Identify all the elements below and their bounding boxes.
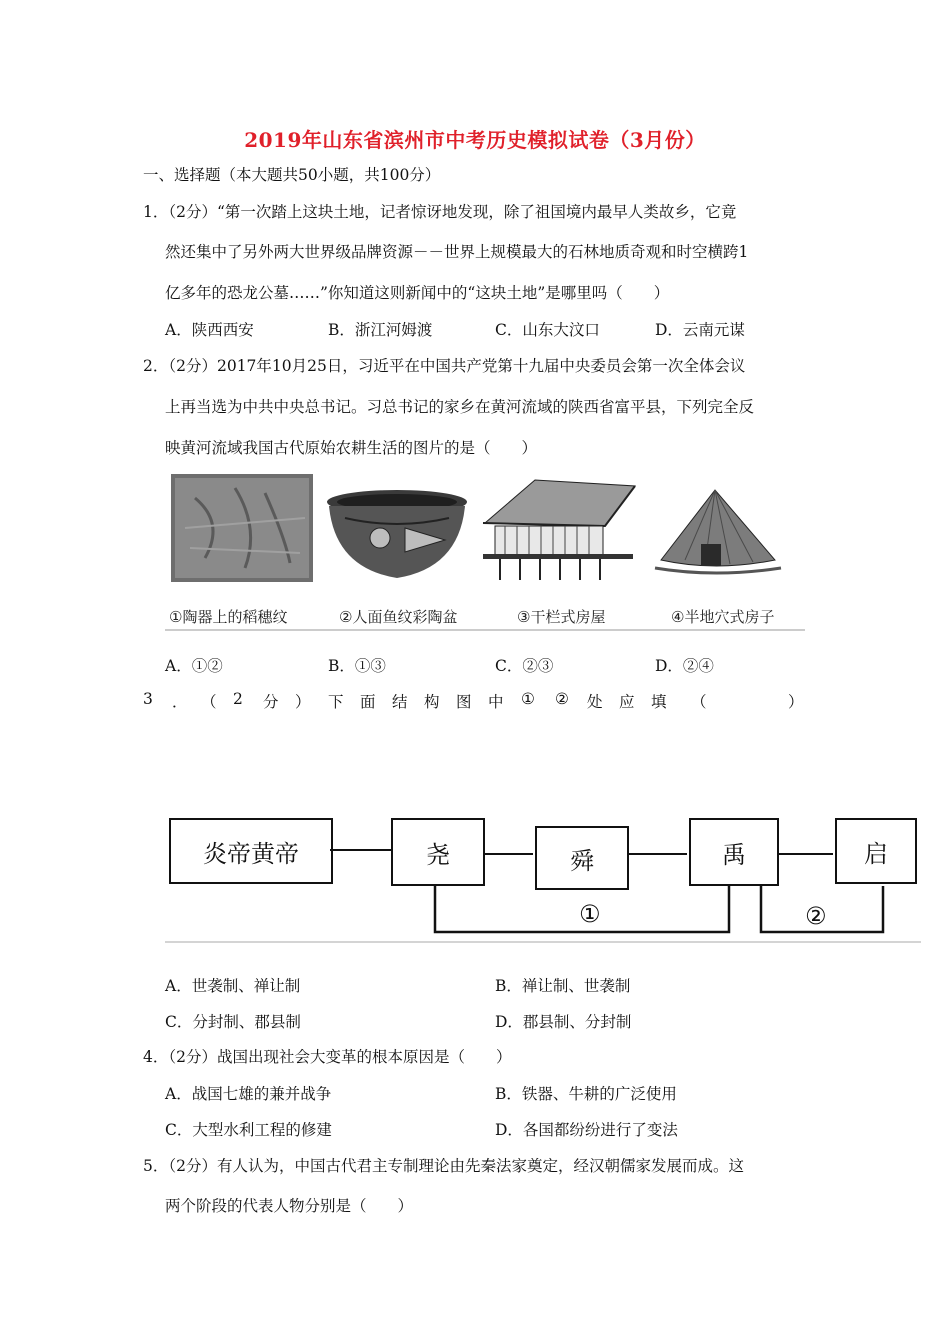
option-c[interactable]: C．分封制、郡县制 [165, 1013, 301, 1031]
option-b[interactable]: B．铁器、牛耕的广泛使用 [495, 1085, 677, 1103]
text-part: 结 [392, 693, 408, 711]
mark-1: ① [579, 900, 601, 928]
text-part: 处 [587, 693, 603, 711]
question-text: 上再当选为中共中央总书记。习总书记的家乡在黄河流域的陕西省富平县，下列完全反 [165, 398, 755, 416]
text-part: 分 [263, 693, 279, 711]
section-heading: 一、选择题（本大题共50小题，共100分） [143, 166, 441, 184]
text-part: 应 [619, 693, 635, 711]
text-part: 下 [328, 693, 344, 711]
option-d[interactable]: D．各国都纷纷进行了变法 [495, 1121, 678, 1139]
option-c[interactable]: C．山东大汶口 [495, 321, 600, 339]
text-part: 图 [456, 693, 472, 711]
question-text: 1．（2分）“第一次踏上这块土地，记者惊讶地发现，除了祖国境内最早人类故乡，它竟 [143, 203, 737, 221]
option-d[interactable]: D．云南元谋 [655, 321, 745, 339]
pottery-basin-image [327, 490, 467, 578]
artifact-figure [165, 468, 805, 634]
semi-subterranean-house-image [655, 490, 781, 573]
option-b[interactable]: B．①③ [328, 657, 386, 675]
question-text: 4．（2分）战国出现社会大变革的根本原因是（ ） [143, 1048, 512, 1066]
option-d[interactable]: D．②④ [655, 657, 714, 675]
text-part: 3 [143, 690, 153, 708]
text-part: ． [172, 693, 188, 711]
stilt-house-image [483, 480, 635, 580]
box-yu: 禹 [689, 818, 779, 886]
text-part: （ [691, 693, 707, 711]
caption-4: ④半地穴式房子 [671, 608, 775, 626]
question-text: 映黄河流域我国古代原始农耕生活的图片的是（ ） [165, 439, 538, 457]
text-part: ② [555, 690, 569, 708]
question-text: 5．（2分）有人认为，中国古代君主专制理论由先秦法家奠定，经汉朝儒家发展而成。这 [143, 1157, 744, 1175]
box-yao: 尧 [391, 818, 485, 886]
box-qi: 启 [835, 818, 917, 884]
text-part: ） [788, 693, 804, 711]
text-part: 填 [651, 693, 667, 711]
question-text: 两个阶段的代表人物分别是（ ） [165, 1197, 414, 1215]
option-c[interactable]: C．大型水利工程的修建 [165, 1121, 332, 1139]
option-a[interactable]: A．战国七雄的兼并战争 [165, 1085, 332, 1103]
rice-pattern-image [171, 474, 313, 582]
caption-3: ③干栏式房屋 [517, 608, 606, 626]
text-part: 中 [488, 693, 504, 711]
text-part: （ [201, 693, 217, 711]
page-title: 2019年山东省滨州市中考历史模拟试卷（3月份） [244, 128, 706, 152]
text-part: 构 [424, 693, 440, 711]
question-text: 然还集中了另外两大世界级品牌资源－－世界上规模最大的石林地质奇观和时空横跨1 [165, 243, 749, 261]
option-b[interactable]: B．禅让制、世袭制 [495, 977, 631, 995]
box-yandi-huangdi: 炎帝黄帝 [169, 818, 333, 884]
text-part: 面 [360, 693, 376, 711]
mark-2: ② [805, 902, 827, 930]
caption-1: ①陶器上的稻穗纹 [169, 608, 288, 626]
option-a[interactable]: A．①② [165, 657, 223, 675]
text-part: ） [295, 693, 311, 711]
option-c[interactable]: C．②③ [495, 657, 554, 675]
option-d[interactable]: D．郡县制、分封制 [495, 1013, 632, 1031]
question-text: 2．（2分）2017年10月25日，习近平在中国共产党第十九届中央委员会第一次全体会议 [143, 357, 746, 375]
option-b[interactable]: B．浙江河姆渡 [328, 321, 433, 339]
option-a[interactable]: A．世袭制、禅让制 [165, 977, 301, 995]
text-part: 2 [233, 690, 243, 708]
question-text: 亿多年的恐龙公墓……”你知道这则新闻中的“这块土地”是哪里吗（ ） [165, 284, 670, 302]
structure-diagram [165, 804, 921, 944]
option-a[interactable]: A．陕西西安 [165, 321, 254, 339]
text-part: ① [521, 690, 535, 708]
box-shun: 舜 [535, 826, 629, 890]
caption-2: ②人面鱼纹彩陶盆 [339, 608, 458, 626]
